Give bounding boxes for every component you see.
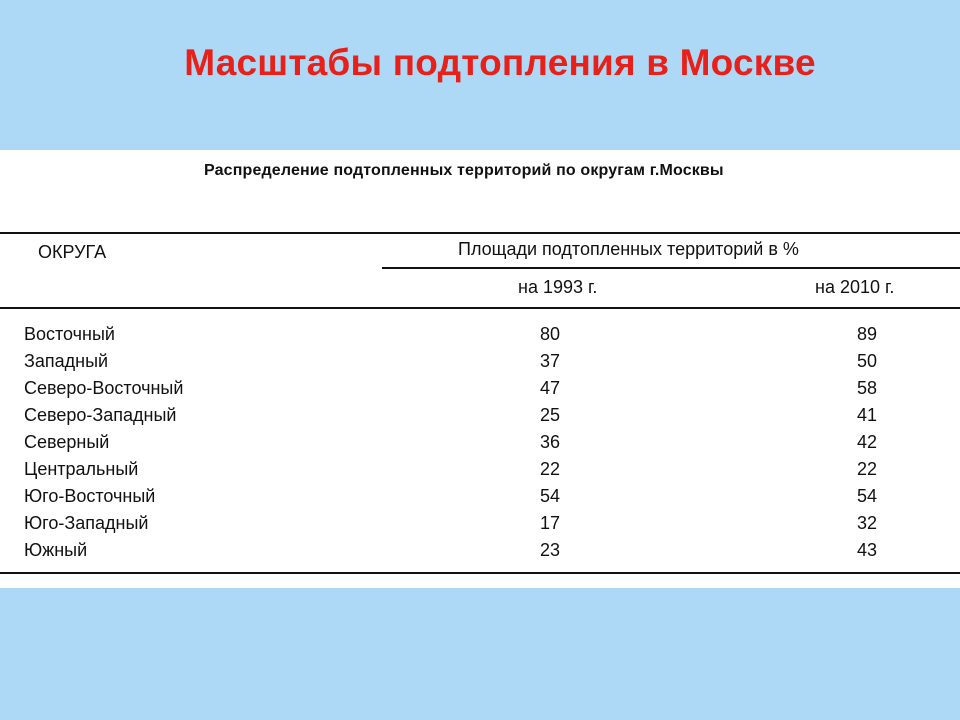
table-panel xyxy=(0,150,960,588)
value-1993: 17 xyxy=(539,513,561,533)
value-2010: 22 xyxy=(856,459,878,479)
table-row xyxy=(0,375,960,402)
table-row xyxy=(0,321,960,348)
table-row xyxy=(0,483,960,510)
value-1993: 37 xyxy=(539,351,561,371)
value-2010: 32 xyxy=(856,513,878,533)
district-name: Центральный xyxy=(24,459,139,479)
district-name: Западный xyxy=(24,351,109,371)
value-2010: 43 xyxy=(856,540,878,560)
value-1993: 47 xyxy=(539,378,561,398)
value-2010: 42 xyxy=(856,432,878,452)
value-1993: 25 xyxy=(539,405,561,425)
table-row xyxy=(0,510,960,537)
value-1993: 36 xyxy=(539,432,561,452)
district-name: Южный xyxy=(24,540,88,560)
value-2010: 89 xyxy=(856,324,878,344)
table-top-rule xyxy=(0,232,960,234)
district-name: Северо-Западный xyxy=(24,405,177,425)
value-2010: 50 xyxy=(856,351,878,371)
table-row xyxy=(0,537,960,564)
table-title: Распределение подтопленных территорий по округам г.Москвы xyxy=(204,162,724,179)
district-name: Северо-Восточный xyxy=(24,378,184,398)
value-1993: 23 xyxy=(539,540,561,560)
value-2010: 41 xyxy=(856,405,878,425)
table-row xyxy=(0,348,960,375)
district-name: Юго-Западный xyxy=(24,513,149,533)
value-1993: 54 xyxy=(539,486,561,506)
column-header-1993: на 1993 г. xyxy=(518,277,598,297)
value-1993: 80 xyxy=(539,324,561,344)
district-name: Юго-Восточный xyxy=(24,486,156,506)
group-header-rule xyxy=(382,267,960,269)
header-bottom-rule xyxy=(0,307,960,309)
column-header-2010: на 2010 г. xyxy=(815,277,895,297)
value-2010: 54 xyxy=(856,486,878,506)
slide-title: Масштабы подтопления в Москве xyxy=(184,42,816,83)
table-bottom-rule xyxy=(0,572,960,574)
table-row xyxy=(0,402,960,429)
table-row xyxy=(0,456,960,483)
column-header-district: ОКРУГА xyxy=(38,242,107,262)
column-group-header: Площади подтопленных территорий в % xyxy=(458,239,799,259)
district-name: Северный xyxy=(24,432,110,452)
table-row xyxy=(0,429,960,456)
district-name: Восточный xyxy=(24,324,115,344)
value-1993: 22 xyxy=(539,459,561,479)
value-2010: 58 xyxy=(856,378,878,398)
table-body xyxy=(0,321,960,564)
